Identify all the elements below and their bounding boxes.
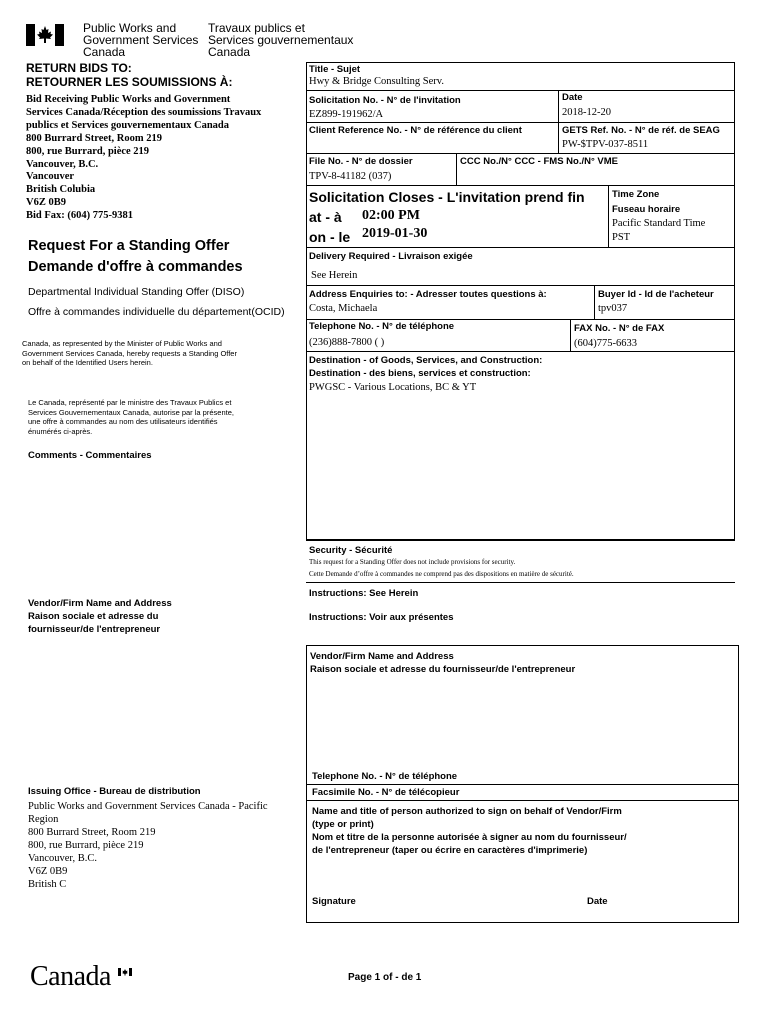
department-name-fr [208, 22, 353, 58]
phone-value: (236)888-7800 ( ) [309, 337, 385, 348]
closes-at-value: 02:00 PM [362, 208, 420, 223]
department-name-en [83, 22, 198, 58]
destination-value: PWGSC - Various Locations, BC & YT [309, 382, 477, 393]
title-value: Hwy & Bridge Consulting Serv. [309, 76, 444, 87]
page-number: Page 1 of - de 1 [348, 972, 422, 983]
vendor-phone-label: Telephone No. - N° de téléphone [312, 771, 458, 782]
solicitation-value: EZ899-191962/A [309, 109, 384, 120]
request-title-fr: Demande d'offre à commandes [28, 259, 243, 275]
comments-label: Comments - Commentaires [28, 450, 152, 461]
instructions-fr: Instructions: Voir aux présentes [309, 612, 454, 623]
dept-fr-line-2: Services gouvernementaux [208, 33, 354, 47]
canada-wordmark-text: Canada [30, 961, 111, 992]
solicitation-label: Solicitation No. - N° de l'invitation [309, 95, 461, 106]
fax-label: FAX No. - N° de FAX [574, 323, 665, 334]
signature-label: Signature [312, 896, 356, 907]
fax-value: (604)775-6633 [574, 338, 637, 349]
vendor-box-label-en: Vendor/Firm Name and Address [310, 651, 454, 662]
file-value: TPV-8-41182 (037) [309, 171, 392, 182]
delivery-value: See Herein [311, 270, 358, 281]
client-reference-label: Client Reference No. - N° de référence du client [309, 125, 522, 136]
dept-en-line-1: Public Works and [83, 21, 177, 35]
return-bids-heading [26, 61, 232, 89]
buyer-id-label: Buyer Id - Id de l'acheteur [598, 289, 714, 300]
enquiries-label: Address Enquiries to: - Adresser toutes questions à: [309, 289, 547, 300]
dept-fr-line-1: Travaux publics et [208, 21, 305, 35]
solicitation-closes-label: Solicitation Closes - L'invitation prend fin [309, 189, 585, 205]
destination-label-fr: Destination - des biens, services et construction: [309, 368, 531, 379]
closes-on-label: on - le [309, 229, 351, 245]
request-statement-en: Canada, as represented by the Minister of Public Works and Government Services Canada, hereby requests a Standing Offer on behalf of the Identified Users herein. [22, 339, 237, 367]
canada-flag-icon [26, 24, 64, 46]
phone-label: Telephone No. - N° de téléphone [309, 321, 455, 332]
closes-at-label: at - à [309, 209, 342, 225]
authorized-person-label: Name and title of person authorized to sign on behalf of Vendor/Firm (type or print) Nom et titre de la personne autorisée à signer au nom du fournisseur/ de l'entrepreneur (taper ou écrire en caractères d'imprimerie) [312, 806, 627, 856]
enquiries-value: Costa, Michaela [309, 303, 378, 314]
title-label: Title - Sujet [309, 64, 361, 75]
return-bids-en: RETURN BIDS TO: [26, 61, 132, 75]
time-zone-value: Pacific Standard Time [612, 218, 706, 229]
return-bids-address: Bid Receiving Public Works and Government Services Canada/Réception des soumissions Travaux publics et Services gouvernementaux Canada 800 Burrard Street, Room 219 800, rue Burrard, pièce 219 Vancouver, B.C. Vancouver British Colubia V6Z 0B9 Bid Fax: (604) 775-9381 [26, 94, 262, 222]
file-label: File No. - N° de dossier [309, 156, 413, 167]
delivery-label: Delivery Required - Livraison exigée [309, 251, 473, 262]
security-text-fr: Cette Demande d’offre à commandes ne comprend pas des dispositions en matière de sécurité. [309, 570, 574, 578]
request-title [28, 236, 243, 278]
diso-fr: Offre à commandes individuelle du département(OCID) [28, 306, 285, 318]
time-zone-label-fr: Fuseau horaire [612, 204, 681, 215]
vendor-left-label: Vendor/Firm Name and Address Raison sociale et adresse du fournisseur/de l'entrepreneur [28, 598, 172, 635]
request-title-en: Request For a Standing Offer [28, 238, 230, 254]
date-value: 2018-12-20 [562, 107, 611, 118]
canada-wordmark [30, 961, 111, 993]
ccc-label: CCC No./N° CCC - FMS No./N° VME [460, 156, 619, 167]
dept-en-line-2: Government Services [83, 33, 199, 47]
return-bids-fr: RETOURNER LES SOUMISSIONS À: [26, 75, 233, 89]
buyer-id-value: tpv037 [598, 303, 628, 314]
gets-value: PW-$TPV-037-8511 [562, 139, 649, 150]
wordmark-flag-icon [118, 963, 132, 971]
request-statement-fr: Le Canada, représenté par le ministre des Travaux Publics et Services Gouvernementaux Canada, autorise par la présente, une offre à commandes au nom des utilisateurs identifiés énumérés ci-après. [28, 398, 234, 436]
time-zone-label-en: Time Zone [612, 189, 660, 200]
destination-label-en: Destination - of Goods, Services, and Construction: [309, 355, 543, 366]
signature-date-label: Date [587, 896, 608, 907]
issuing-office-address: Public Works and Government Services Canada - Pacific Region 800 Burrard Street, Room 219 800, rue Burrard, pièce 219 Vancouver, B.C. V6Z 0B9 British C [28, 801, 268, 890]
time-zone-abbr: PST [612, 232, 631, 243]
issuing-office-label: Issuing Office - Bureau de distribution [28, 786, 201, 797]
diso-label [28, 282, 285, 322]
dept-fr-line-3: Canada [208, 45, 251, 59]
dept-en-line-3: Canada [83, 45, 126, 59]
security-label: Security - Sécurité [309, 545, 393, 556]
diso-en: Departmental Individual Standing Offer (DISO) [28, 286, 245, 298]
date-label: Date [562, 92, 583, 103]
vendor-box-label-fr: Raison sociale et adresse du fournisseur/de l'entrepreneur [310, 664, 576, 675]
closes-on-value: 2019-01-30 [362, 226, 428, 241]
vendor-fax-label: Facsimile No. - N° de télécopieur [312, 787, 460, 798]
instructions-en: Instructions: See Herein [309, 588, 419, 599]
security-text-en: This request for a Standing Offer does not include provisions for security. [309, 558, 516, 566]
gets-label: GETS Ref. No. - N° de réf. de SEAG [562, 125, 720, 136]
